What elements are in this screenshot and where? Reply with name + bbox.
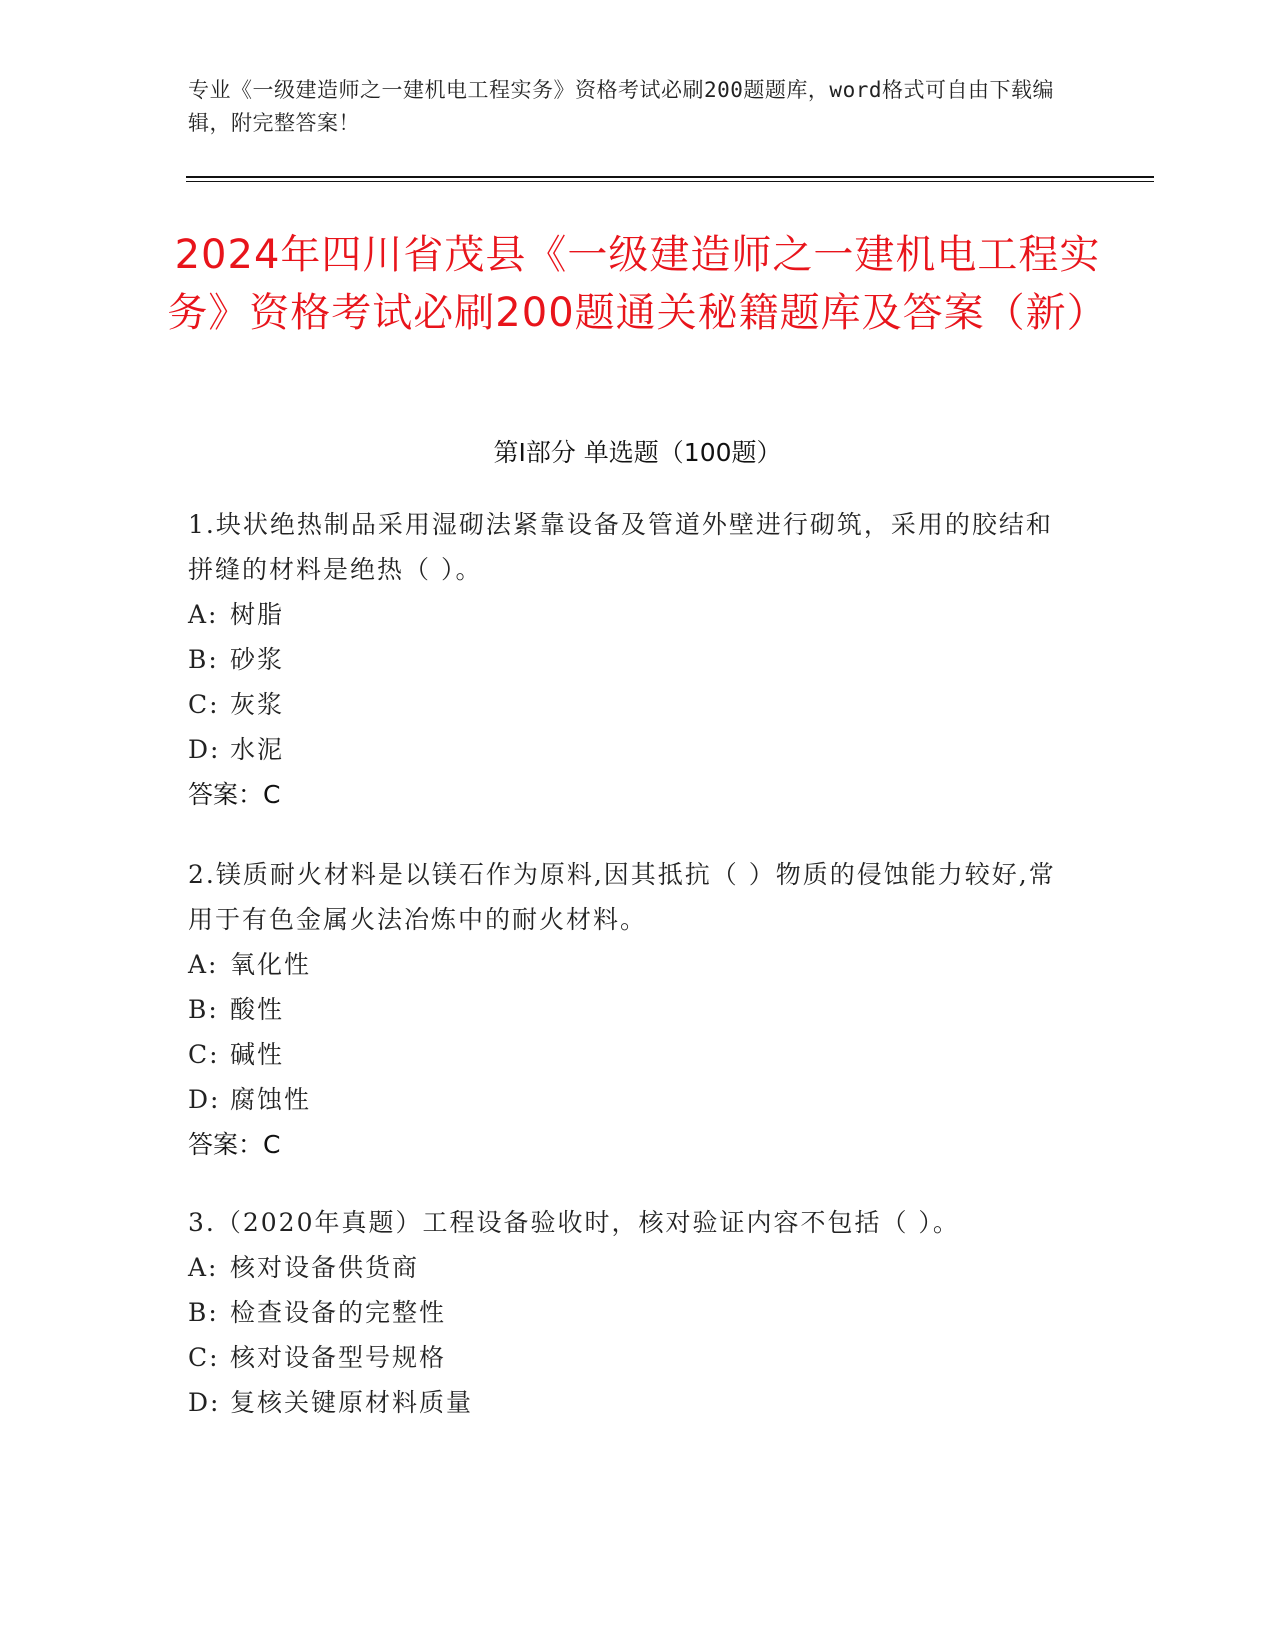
option-d xyxy=(188,1077,1068,1122)
option-a xyxy=(188,1245,1068,1290)
option-text: 树脂 xyxy=(230,600,285,629)
question-stem: 1.块状绝热制品采用湿砌法紧靠设备及管道外壁进行砌筑，采用的胶结和拼缝的材料是绝热（ ）。 xyxy=(188,510,1053,584)
option-letter: B: xyxy=(188,995,219,1024)
option-letter: A: xyxy=(188,1253,219,1282)
option-d xyxy=(188,727,1068,772)
answer-line: 答案：C xyxy=(188,780,281,809)
option-b xyxy=(188,637,1068,682)
option-letter: C: xyxy=(188,1343,220,1372)
option-a xyxy=(188,942,1068,987)
option-b xyxy=(188,1290,1068,1335)
question-stem: 2.镁质耐火材料是以镁石作为原料,因其抵抗（ ）物质的侵蚀能力较好,常用于有色金属火法冶炼中的耐火材料。 xyxy=(188,860,1056,934)
option-text: 核对设备型号规格 xyxy=(230,1343,447,1372)
option-text: 腐蚀性 xyxy=(230,1085,312,1114)
option-letter: D: xyxy=(188,735,221,764)
option-text: 酸性 xyxy=(230,995,285,1024)
header-divider-thick xyxy=(186,176,1154,178)
question-stem: 3.（2020年真题）工程设备验收时，核对验证内容不包括（ ）。 xyxy=(188,1208,960,1237)
header-note: 专业《一级建造师之一建机电工程实务》资格考试必刷200题题库，word格式可自由下载编辑，附完整答案！ xyxy=(188,78,1054,135)
option-d xyxy=(188,1380,1068,1425)
option-letter: B: xyxy=(188,645,219,674)
option-text: 碱性 xyxy=(230,1040,285,1069)
option-text: 氧化性 xyxy=(230,950,312,979)
section-heading: 第Ⅰ部分 单选题（100题） xyxy=(493,438,782,467)
option-letter: D: xyxy=(188,1388,221,1417)
option-c xyxy=(188,1335,1068,1380)
question-3 xyxy=(188,1200,1068,1425)
option-text: 复核关键原材料质量 xyxy=(230,1388,474,1417)
option-text: 检查设备的完整性 xyxy=(230,1298,447,1327)
option-c xyxy=(188,1032,1068,1077)
answer-line: 答案：C xyxy=(188,1130,281,1159)
option-letter: B: xyxy=(188,1298,219,1327)
document-title: 2024年四川省茂县《一级建造师之一建机电工程实务》资格考试必刷200题通关秘籍题库及答案（新） xyxy=(167,232,1108,336)
question-1 xyxy=(188,502,1068,817)
question-2 xyxy=(188,852,1068,1167)
option-letter: C: xyxy=(188,690,220,719)
option-letter: A: xyxy=(188,950,219,979)
option-letter: A: xyxy=(188,600,219,629)
header-divider-thin xyxy=(186,181,1154,182)
option-text: 砂浆 xyxy=(230,645,285,674)
option-b xyxy=(188,987,1068,1032)
option-letter: C: xyxy=(188,1040,220,1069)
option-c xyxy=(188,682,1068,727)
option-letter: D: xyxy=(188,1085,221,1114)
option-a xyxy=(188,592,1068,637)
option-text: 水泥 xyxy=(230,735,285,764)
option-text: 灰浆 xyxy=(230,690,285,719)
option-text: 核对设备供货商 xyxy=(230,1253,420,1282)
